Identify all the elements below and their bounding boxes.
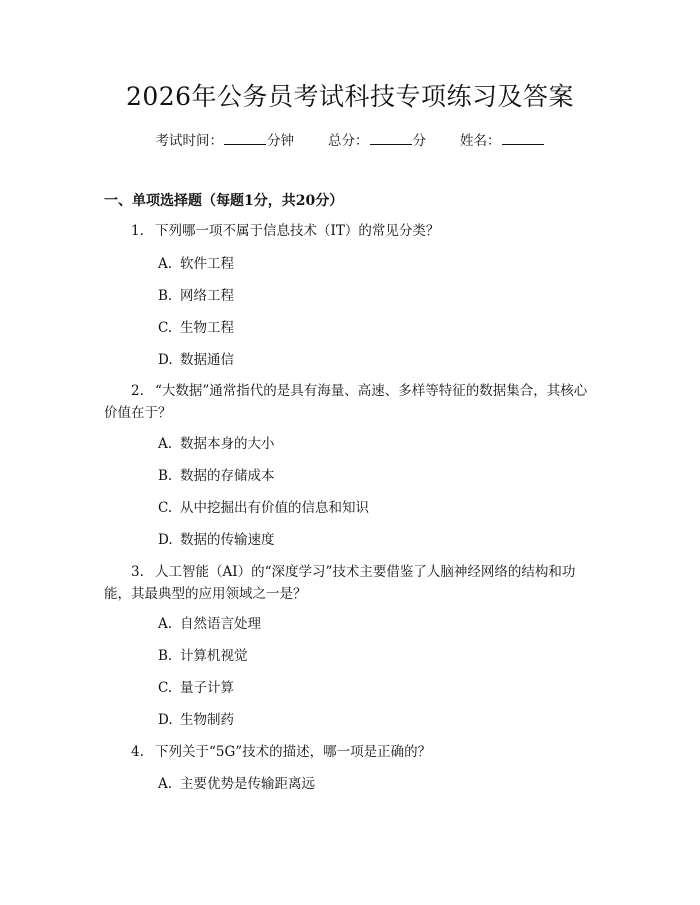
question-stem — [104, 380, 596, 424]
student-name — [460, 130, 545, 152]
option-letter: B. — [158, 468, 173, 484]
question-stem — [104, 220, 596, 242]
question-number: 4. — [131, 744, 144, 760]
exam-meta-line — [0, 130, 700, 152]
answer-option — [158, 613, 261, 635]
answer-option — [158, 645, 248, 667]
question-number: 1. — [131, 223, 144, 239]
option-letter: D. — [158, 352, 173, 368]
option-letter: A. — [158, 616, 173, 632]
option-text: 自然语言处理 — [180, 616, 261, 632]
total-score — [328, 130, 426, 152]
option-text: 网络工程 — [180, 288, 234, 304]
option-text: 软件工程 — [180, 256, 234, 272]
option-letter: C. — [158, 500, 173, 516]
option-text: 从中挖掘出有价值的信息和知识 — [180, 500, 369, 516]
question-text: 人工智能（AI）的“深度学习”技术主要借鉴了人脑神经网络的结构和功能，其最典型的应用领域之一是？ — [104, 564, 576, 602]
answer-option — [158, 465, 275, 487]
option-text: 生物工程 — [180, 320, 234, 336]
option-letter: A. — [158, 256, 173, 272]
option-text: 量子计算 — [180, 680, 234, 696]
answer-option — [158, 349, 234, 371]
option-text: 数据的传输速度 — [180, 532, 275, 548]
exam-time-label: 考试时间： — [155, 133, 223, 149]
option-letter: D. — [158, 712, 173, 728]
question-text: “大数据”通常指代的是具有海量、高速、多样等特征的数据集合，其核心价值在于？ — [104, 383, 588, 421]
total-score-unit: 分 — [412, 133, 426, 149]
answer-option — [158, 529, 275, 551]
answer-option — [158, 285, 234, 307]
answer-option — [158, 709, 234, 731]
option-letter: A. — [158, 436, 173, 452]
exam-time-unit: 分钟 — [267, 133, 294, 149]
question-number: 2. — [131, 383, 144, 399]
option-letter: B. — [158, 648, 173, 664]
exam-time — [156, 130, 295, 152]
total-score-label: 总分： — [328, 133, 369, 149]
question-text: 下列哪一项不属于信息技术（IT）的常见分类？ — [155, 223, 440, 239]
option-letter: D. — [158, 532, 173, 548]
exam-time-blank — [224, 130, 266, 145]
option-letter: C. — [158, 320, 173, 336]
question-stem — [104, 561, 596, 605]
option-letter: A. — [158, 776, 173, 792]
option-text: 生物制药 — [180, 712, 234, 728]
option-text: 数据通信 — [180, 352, 234, 368]
option-text: 主要优势是传输距离远 — [180, 776, 315, 792]
answer-option — [158, 317, 234, 339]
section-title: 一、单项选择题（每题1分，共20分） — [104, 193, 344, 209]
total-score-blank — [370, 130, 412, 145]
student-name-label: 姓名： — [460, 133, 501, 149]
option-text: 数据本身的大小 — [180, 436, 275, 452]
answer-option — [158, 253, 234, 275]
question-stem — [104, 741, 596, 763]
question-number: 3. — [131, 564, 144, 580]
answer-option — [158, 497, 369, 519]
answer-option — [158, 677, 234, 699]
option-letter: B. — [158, 288, 173, 304]
option-letter: C. — [158, 680, 173, 696]
option-text: 数据的存储成本 — [180, 468, 275, 484]
answer-option — [158, 773, 315, 795]
option-text: 计算机视觉 — [180, 648, 248, 664]
student-name-blank — [502, 130, 544, 145]
answer-option — [158, 433, 275, 455]
question-text: 下列关于“5G”技术的描述，哪一项是正确的？ — [155, 744, 432, 760]
document-title: 2026年公务员考试科技专项练习及答案 — [125, 82, 575, 111]
